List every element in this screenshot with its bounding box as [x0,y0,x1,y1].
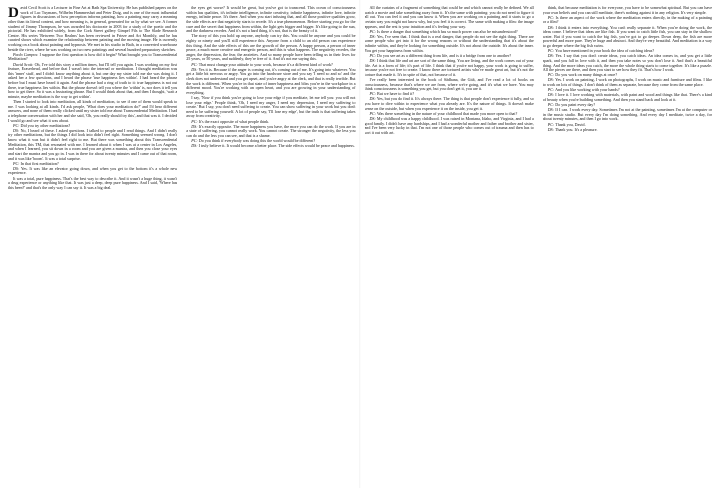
text-column-1 [8,6,177,484]
drop-cap: D [8,6,19,21]
paragraph-text: It was a total, pure happiness. That's the best way to describe it. And it wasn't a huge thing, it wasn't a drug experience or anything like that. It was just a deep, deep pure happiness. And I said, 'Where has this been?' and that's the only way I can say it. It was a big deal. [8,175,178,190]
text-column-4 [543,6,712,484]
speaker-label: DS: [13,165,20,171]
paragraph [365,59,534,78]
paragraph-text: It's exactly opposite. The more happiness you have, the more you can do the work. If you are in a state of suffering, you cannot really work. You cannot create. The stronger the negativity, the less you can do and the less you can see, and that is a shame. [186,123,356,138]
speaker-label: PC: [13,160,20,166]
paragraph-text: Was there something in the nature of your childhood that made you more open to that? [376,110,518,116]
paragraph-text: Yes, I've seen that. I think that is a real danger, that people do not see the right thing. There are some people who get into it for the wrong reasons or without the understanding that it's about the infinite within, and they're looking for something outside. It's not about the outside. It's about the inner. You get your happiness from within. [364,33,534,53]
paragraph-text: Thank you. It's a pleasure. [555,126,598,132]
paragraph-text: Do you work on many things at once? [555,72,617,78]
paragraph [365,78,534,92]
paragraph [8,129,177,161]
speaker-label: PC: [369,110,377,116]
paragraph [186,144,355,149]
paragraph [186,6,355,34]
speaker-label: PC: [369,52,377,58]
paragraph-text: Yes, but you do find it. It's always there. The thing is that people don't experience it fully, and so you have to dive within to experience what you already are. It's the nature of things. It doesn't make sense on the outside, but when you experience it on the inside, you get it. [364,96,534,111]
paragraph-text: But we have to find it? [377,91,415,97]
speaker-label: PC: [13,122,20,128]
speaker-label: PC: [547,121,555,127]
paragraph-text: Yes it is. Because if the anger is coming out, it's coming out of me. It's going into whatever. You get a little bit nervous or angry. You go into the hardware store and you say 'I need so and so' and the clerk does not understand and you get upset, and you're angry at the clerk, and that is really terrible. But the work is different. When you're in that state of inner happiness and bliss you're in the workplace in a different mood. You're working with an open heart, and you are growing in your understanding of everything. [186,66,356,95]
speaker-label: DS: [547,92,555,98]
paragraph [365,6,534,29]
speaker-label: PC: [191,118,198,124]
paragraph-text: You have mentioned in your book the idea of catching ideas? [555,48,655,54]
paragraph-text: Do you see art as a different thing from life, and is it a bridge from one to another? [377,52,512,58]
paragraph-text: The story of this you hold up anyone, anybody can try this. You could be anyone and you could be eighty or ninety and you'll still experience this. Anyone from a child to an old person can experience this thing. And the side effects of this are the growth of the person. A happy person, a person of inner peace, a much more creative and energetic person, and this is what happens. The negativity recedes, the anger, the depression, the fear, the anxieties. And so many people have been telling us in their lives for 25 years, or 50 years, and suddenly, they're free of it. And it's not me saying this. [186,33,356,62]
speaker-label: DS: [547,24,555,30]
paragraph-text: And you like working with your hands? [555,87,620,93]
speaker-label: DS: [191,143,198,149]
text-column-3 [365,6,534,484]
speaker-label: DS: [547,77,555,83]
paragraph-text: If I can. I work every day. Sometimes I'm not at the painting, sometimes I'm at the computer or in the music studio. But every day I'm doing something. And every day I meditate, twice a day, for about twenty minutes, and then I go into work. [542,107,712,122]
paragraph [543,54,712,73]
speaker-label: PC: [191,138,198,143]
paragraph-text: Yes. I work on painting, I work on photographs, I work on music and furniture and films. I like to work on lots of things. I don't think of them as separate, because they come from the same place. [542,77,712,87]
paragraph [8,63,177,100]
paragraph [543,108,712,122]
paragraph [186,68,355,96]
paragraph-text: That must change your attitude to your work, because it's a different kind of work? [198,61,333,67]
paragraph-text: It's the exact opposite of what people think. [198,118,270,124]
paragraph-text: No, I heard of these. I asked questions. I talked to people and I read things. And I didn't really try other meditations, but the things I did look into didn't feel right. Something seemed wrong. I don't know what it was but it didn't feel right to me. But there was something about this Transcendental Meditation, this TM, that resonated with me. I learned about it when I was at a center in Los Angeles, and when I learned, you sit down in a room and you are given a mantra, and then you close your eyes and start the mantra and you go in. I was in there for about twenty minutes and I came out of that room, and it was like 'boom'. It was a total surprise. [8,127,178,161]
paragraph-text: I think it enters into everything. You can't really separate it. When you're doing the work, the ideas come. I believe that ideas are like fish. If you want to catch little fish, you can stay in the shallow water. But if you want to catch the big fish, you've got to go deeper. Down deep, the fish are more powerful and more pure. They're huge and abstract. And they're very beautiful. And meditation is a way to go deeper where the big fish swim. [542,24,712,48]
speaker-label: PC: [547,102,555,107]
paragraph-text: I suppose the first question is how did it begin? What brought you to Transcendental Meditation? [8,51,178,62]
paragraph [8,6,177,52]
speaker-label: PC: [547,14,555,20]
paragraph-text: Yes. It was like an elevator going down, and when you get to the bottom it's a whole new experience. [8,165,178,176]
paragraph [543,26,712,49]
paragraph-text: Yes. I say that you don't create ideas, you catch ideas. An idea comes in, and you get a little spark, and you fall in love with it, and then you take notes so you don't lose it. And that's a beautiful thing. And the more ideas you catch, the more the whole thing starts to come together. It's like a puzzle. All the pieces are there, and then you start to see how they fit. That's how I work. [542,53,712,73]
speaker-label: DS: [191,123,198,129]
paragraph [365,97,534,111]
speaker-label: DS: [191,66,198,72]
paragraph [186,96,355,119]
paragraph-text: I think that life and art are sort of the same thing. You are living, and the work comes out of your life. Art is a form of life; it's part of life. I think that if you're not happy, your work is going to suffer, because you're not free to create. I know there are tortured artists who've made great art, but it's not the torture that made it. It's in spite of that, not because of it. [364,57,534,77]
paragraph-text: think, that because meditation is for everyone, you have to be somewhat spiritual. But you can have your own beliefs and you can still meditate, there's nothing against it in any religion. It's very simple. [542,6,712,15]
speaker-label: David Scott: [13,61,34,67]
paragraph-text: I love it. I love working with materials, with paint and wood and things like that. There's a kind of beauty when you're building something. And then you stand back and look at it. [542,92,712,102]
paragraph-text: Do you paint every day? [555,102,596,107]
paragraph [8,100,177,123]
text-column-2 [186,6,355,484]
paragraph-text: Do you think if everybody was doing this the world would be different? [198,138,316,143]
speaker-label: DS: [547,107,555,113]
speaker-label: DS: [369,96,376,102]
speaker-label: Paolo Campos: [13,51,39,57]
paragraph-text: avid Cecil Scott is a Lecturer in Fine Art at Bath Spa University. He has published papers on the work of Luc Tuymans, Wilhelm Hammershøi and Peter Doig, and is one of the most influential figures in discussions of how perception informs painting, how a painting may carry a meaning other than its literal content, and how meaning is, in general, generated for us by what we see. A former student of Jimmy Thompson, he was awarded his doctorate in 2003 for a study of the poetic and the pictorial. He has exhibited widely, from the Cork Street gallery Gimpel Fils to The Slade Research Centre. His series 'Between Two Realms' has been reviewed in Frieze and Art Monthly, and he has curated shows which examine the relationship between painting and the moving image. He is currently working on a book about painting and hypnosis. We met in his studio in Bath, in a converted warehouse beside the river, where he was working on two new paintings and several hundred preparatory sketches. [8,6,178,52]
speaker-label: DS: [547,126,555,132]
paragraph-text: Then I started to look into meditation, all kinds of meditation, to see if one of them would speak to me. I was looking at all kinds. I'd ask people, 'What does your meditation do?' and I'd hear different answers, and none of them really clicked until my sister told me about Transcendental Meditation. I had a telephone conversation with her and she said, 'Oh, you really should try this', and that was it. I decided I would go and see what it was about. [8,99,178,123]
paragraph-text: I've really been interested in the book of Sâdhana, the Gitâ, and I've read a lot of books on consciousness, because that's where we are from, where we're going, and it's what we have. You may think consciousness is something you get, but you don't get it, you are it. [364,76,534,92]
paragraph-text: Did you try other meditations? [20,122,71,128]
speaker-label: PC: [369,28,377,34]
paragraph [365,35,534,54]
speaker-label: PC: [547,72,555,78]
paragraph-text: Oh, I've told this story a million times, but I'll tell you again. I was working on my first feature, Eraserhead, and before that I wasn't into the internal or meditation. I thought meditation was this 'inner' stuff, and I didn't know anything about it, but one day my sister told me she was doing it. I asked her a few questions, and I heard the phrase 'true happiness lies within'. I had heard the phrase before but I must have heard it again. And the phrase had a ring of truth to it: true happiness is not out there, true happiness lies within. But the phrase doesn't tell you where the 'within' is, nor does it tell you how to get there. So it was a frustrating phrase. But I would think about that, and then I thought, 'wait a minute, maybe meditation is the way to get within'. [8,61,178,99]
page-gutter [359,0,361,488]
paragraph [186,34,355,62]
paragraph [365,117,534,136]
speaker-label: PC: [369,91,377,97]
paragraph-text: the eyes get worse? It would be great, but you've got to transcend. This ocean of consciousness within has qualities, it's infinite intelligence, infinite creativity, infinite happiness, infinite love, infinite energy, infinite peace. It's there. And when you start infusing that, and all those positive qualities grow, the side effects are that negativity starts to recede. It's a true phenomenon. Before starting you go for the cure and the secret that happiness from within, the light gets bigger and bigger. It's like going to the sun, and the darkness recedes. And it's not a hard thing, it's not, that is the beauty of it. [186,6,356,34]
paragraph-text: Is there an aspect of the work where the meditation enters directly, in the making of a painting or a film? [542,14,712,25]
paragraph-text: All the curtains of a fragment of something that could be and which cannot really be defined. We all watch a movie and take something away from it. It's the same with painting: you do not need to figure it all out. You can feel it and you can know it. When you are working on a painting and it starts to go a certain way you might not know why, but you feel it is correct. The same with making a film: the image appears, and the rest is your intuition and it's feeling your way. [364,6,534,29]
speaker-label: PC: [547,87,555,93]
paragraph-text: My childhood was a happy childhood. I was raised in Montana, Idaho, and Virginia, and I had a good family. I didn't have any hardships, and I had a wonderful mother and father and brother and sister, and I've been very lucky in that. I'm not one of those people who comes out of trauma and then has to sort it out with art. [364,115,534,135]
paragraph [186,125,355,139]
paragraph-text: In that first meditation? [20,160,59,166]
paragraph [543,128,712,133]
speaker-label: PC: [191,61,198,67]
paragraph [8,177,177,191]
speaker-label: DS: [369,57,376,63]
paragraph-text: I truly believe it. It would become a better place. The side effects would be peace and happiness. [198,143,355,149]
speaker-label: DS: [547,53,555,59]
speaker-label: DS: [13,127,20,133]
paragraph-text: Is there a danger that something which has so much power can also be misunderstood? [377,28,518,34]
speaker-label: DS: [369,115,376,121]
paragraph-text: I say, 'Now if you think you're going to lose your edge if you meditate, let me tell you: you will not lose your edge.' People think, 'Oh, I need my anger, I need my depression, I need my suffering to create.' But I say, you don't need suffering to create. You can show suffering in your work but you don't need to be suffering yourself. A lot of people say, 'I'll lose my edge', but the truth is that suffering takes away from creativity. [186,94,356,119]
speaker-label: PC: [547,48,555,54]
speaker-label: DS: [369,33,376,39]
paragraph-text: Thank you, David. [555,121,586,127]
